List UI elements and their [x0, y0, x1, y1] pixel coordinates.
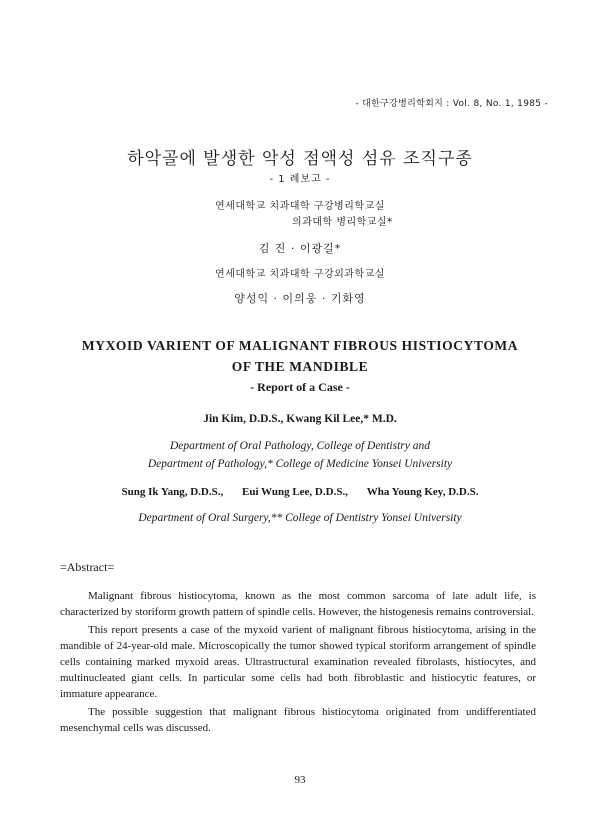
- author-lee: Eui Wung Lee, D.D.S.,: [241, 486, 348, 498]
- author-yang: Sung Ik Yang, D.D.S.,: [121, 486, 224, 498]
- korean-authors-1: 김 진 · 이광길*: [258, 242, 342, 255]
- abstract-paragraph: The possible suggestion that malignant fibrous histiocytoma originated from undifferentiated mesenchymal cells was discussed.: [60, 706, 536, 734]
- page-number: 93: [294, 774, 306, 786]
- english-title-line-2: OF THE MANDIBLE: [231, 359, 369, 374]
- english-title-line-1: MYXOID VARIENT OF MALIGNANT FIBROUS HISTIOCYTOMA: [81, 338, 519, 353]
- korean-affiliation-2: 의과대학 병리학교실*: [292, 217, 393, 228]
- abstract-paragraph: This report presents a case of the myxoid varient of malignant fibrous histiocytoma, arising in the mandible of 24-year-old male. Microscopically the tumor showed typical storiform arrangement of spindle cells containing marked myxoid areas. Ultrastructural examination revealed fibrolasts, histiocytes, and multinucleated giant cells. In particular some cells had both fibroblastic and histiocytic features, or immature appearance.: [60, 624, 536, 700]
- korean-subtitle: - 1 례보고 -: [269, 174, 331, 185]
- department-line-2: Department of Pathology,* College of Medicine Yonsei University: [147, 458, 453, 470]
- abstract-body: [60, 588, 536, 738]
- korean-affiliation-1: 연세대학교 치과대학 구강병리학교실: [215, 201, 385, 212]
- korean-title: 하악골에 발생한 악성 점액성 섬유 조직구종: [127, 149, 473, 169]
- journal-header: - 대한구강병리학회지 : Vol. 8, No. 1, 1985 -: [355, 99, 548, 109]
- abstract-heading: =Abstract=: [60, 560, 115, 574]
- english-subtitle: - Report of a Case -: [250, 380, 350, 394]
- korean-affiliation-3: 연세대학교 치과대학 구강외과학교실: [215, 269, 385, 280]
- english-department-2: Department of Oral Surgery,** College of Dentistry Yonsei University: [138, 512, 462, 524]
- department-line-1: Department of Oral Pathology, College of Dentistry and: [169, 440, 430, 452]
- english-title: [0, 335, 600, 377]
- korean-authors-2: 양성익 · 이의웅 · 기화영: [234, 292, 366, 305]
- author-key: Wha Young Key, D.D.S.: [366, 486, 479, 498]
- english-authors-1: Jin Kim, D.D.S., Kwang Kil Lee,* M.D.: [203, 413, 397, 425]
- english-authors-2: [0, 486, 600, 498]
- english-department-1: [0, 437, 600, 473]
- abstract-paragraph: Malignant fibrous histiocytoma, known as the most common sarcoma of late adult life, is characterized by storiform growth pattern of spindle cells. However, the histogenesis remains controversial.: [60, 590, 536, 618]
